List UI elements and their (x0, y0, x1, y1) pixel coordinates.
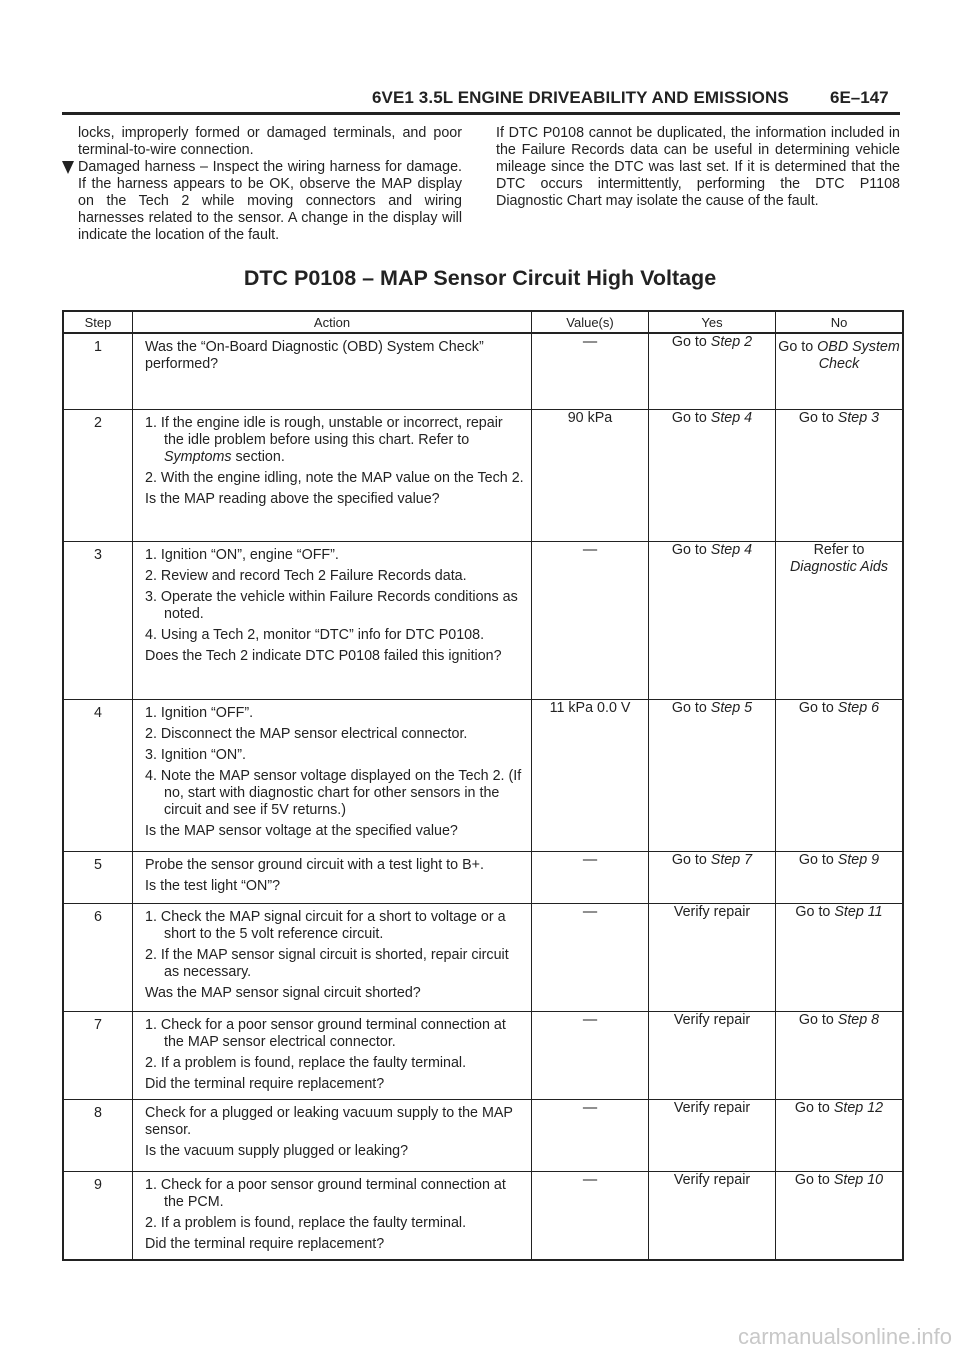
intro-left-column (78, 125, 462, 244)
intro-bullet-damaged-harness (78, 159, 462, 244)
action-question: Does the Tech 2 indicate DTC P0108 failed this ignition? (145, 647, 502, 664)
yes-cell (649, 903, 776, 1011)
page-header-title: 6VE1 3.5L ENGINE DRIVEABILITY AND EMISSIONS (372, 88, 789, 107)
action-item-number: 2. (145, 567, 157, 584)
page-number: 6E–147 (830, 88, 889, 107)
action-item-text: If the MAP sensor signal circuit is shorted, repair circuit as necessary. (160, 946, 509, 980)
step-number: 3 (63, 541, 133, 699)
yes-prefix: Go to (671, 409, 707, 426)
value-cell: — (532, 541, 649, 699)
action-item (145, 415, 525, 466)
no-cell (776, 903, 904, 1011)
action-item-text: Check for a poor sensor ground terminal connection at the MAP sensor electrical connector. (160, 1016, 506, 1050)
action-item-reference: Symptoms (164, 448, 232, 465)
no-cell (776, 541, 904, 699)
action-cell (133, 409, 532, 541)
value-cell: 90 kPa (532, 409, 649, 541)
action-item-text: Ignition “OFF”. (160, 704, 254, 721)
table-row (63, 903, 903, 1011)
action-item-number: 1. (145, 908, 157, 925)
action-item (145, 1215, 525, 1232)
action-question: Is the test light “ON”? (145, 877, 281, 894)
action-item (145, 726, 525, 743)
action-item-text: Review and record Tech 2 Failure Records data. (160, 567, 467, 584)
table-row (63, 333, 903, 409)
header-values: Value(s) (532, 311, 649, 333)
yes-step-reference: Step 2 (710, 334, 753, 350)
table-row (63, 1171, 903, 1260)
yes-cell (649, 1099, 776, 1171)
action-item-text: Note the MAP sensor voltage displayed on the Tech 2. (If no, start with diagnostic chart for other sensors in the circuit and see if 5V returns.) (160, 767, 522, 818)
action-item-number: 2. (145, 725, 157, 742)
action-item-number: 3. (145, 746, 157, 763)
no-cell (776, 1011, 904, 1099)
yes-step-reference: Step 4 (710, 541, 753, 558)
action-item-number: 4. (145, 767, 157, 784)
action-cell (133, 851, 532, 903)
header-no: No (776, 311, 904, 333)
no-prefix: Refer to (813, 541, 865, 558)
header-step: Step (63, 311, 133, 333)
action-cell (133, 699, 532, 851)
action-item-number: 3. (145, 588, 157, 605)
table-row (63, 1099, 903, 1171)
value-cell: — (532, 1011, 649, 1099)
intro-right-column (496, 125, 900, 210)
action-item-text: With the engine idling, note the MAP value on the Tech 2. (160, 469, 524, 486)
intro-right-paragraph: If DTC P0108 cannot be duplicated, the information included in the Failure Records data can be useful in determining vehicle mileage since the DTC was last set. If it is determined that the DTC occurs intermittently, performing the DTC P1108 Diagnostic Chart may isolate the cause of the fault. (496, 125, 900, 209)
table-row (63, 699, 903, 851)
yes-step-reference: Step 7 (710, 851, 753, 868)
no-cell (776, 851, 904, 903)
step-number: 1 (63, 333, 133, 409)
section-title: DTC P0108 – MAP Sensor Circuit High Voltage (243, 266, 717, 290)
yes-prefix: Go to (671, 851, 707, 868)
no-step-reference: Step 12 (833, 1099, 884, 1116)
action-item-text: If the engine idle is rough, unstable or incorrect, repair the idle problem before using this chart. Refer to (160, 414, 503, 448)
watermark: carmanualsonline.info (737, 1324, 952, 1349)
yes-cell (649, 699, 776, 851)
action-item (145, 627, 525, 644)
no-step-reference: Step 8 (837, 1011, 880, 1028)
table-header-row (63, 311, 903, 333)
yes-text: Verify repair (673, 903, 751, 920)
value-cell: — (532, 333, 649, 409)
value-cell: — (532, 903, 649, 1011)
yes-text: Verify repair (673, 1171, 751, 1188)
no-cell (776, 1171, 904, 1260)
value-cell: — (532, 851, 649, 903)
table-row (63, 851, 903, 903)
yes-prefix: Go to (671, 699, 707, 716)
header-rule (62, 112, 900, 115)
step-number: 6 (63, 903, 133, 1011)
action-question: Is the MAP reading above the specified value? (145, 490, 440, 507)
step-number: 5 (63, 851, 133, 903)
action-item-text: If a problem is found, replace the faulty terminal. (160, 1054, 467, 1071)
action-item-text: Check the MAP signal circuit for a short to voltage or a short to the 5 volt reference circuit. (160, 908, 506, 942)
action-item-number: 4. (145, 626, 157, 643)
yes-cell (649, 333, 776, 409)
action-item-number: 1. (145, 704, 157, 721)
action-item-text: Using a Tech 2, monitor “DTC” info for DTC P0108. (160, 626, 485, 643)
action-cell (133, 1011, 532, 1099)
value-cell: — (532, 1171, 649, 1260)
diagnostic-table (62, 310, 904, 1261)
table-row (63, 409, 903, 541)
triangle-bullet-icon (62, 161, 74, 174)
yes-text: Verify repair (673, 1099, 751, 1116)
value-cell: — (532, 1099, 649, 1171)
action-item-text: Operate the vehicle within Failure Records conditions as noted. (160, 588, 518, 622)
yes-cell (649, 1171, 776, 1260)
action-item-text: Disconnect the MAP sensor electrical connector. (160, 725, 468, 742)
header-yes: Yes (649, 311, 776, 333)
no-step-reference: Diagnostic Aids (789, 558, 888, 575)
table-row (63, 541, 903, 699)
action-item (145, 547, 525, 564)
action-question: Did the terminal require replacement? (145, 1075, 385, 1092)
no-prefix: Go to (778, 339, 814, 355)
no-step-reference: Step 10 (833, 1171, 884, 1188)
no-prefix: Go to (798, 409, 834, 426)
action-item (145, 768, 525, 819)
action-item (145, 947, 525, 981)
action-item-text: section. (235, 448, 285, 465)
action-item-number: 1. (145, 1176, 157, 1193)
header-action: Action (133, 311, 532, 333)
yes-step-reference: Step 4 (710, 409, 753, 426)
action-item-number: 1. (145, 1016, 157, 1033)
action-item-number: 2. (145, 1054, 157, 1071)
intro-left-paragraph-1: locks, improperly formed or damaged terminals, and poor terminal-to-wire connection. (78, 125, 462, 158)
no-cell (776, 1099, 904, 1171)
action-item-text: Check for a poor sensor ground terminal connection at the PCM. (160, 1176, 506, 1210)
intro-left-paragraph-2: Damaged harness – Inspect the wiring harness for damage. If the harness appears to be OK, observe the MAP display on the Tech 2 while moving connectors and wiring harnesses related to the sensor. A change in the display will indicate the location of the fault. (78, 159, 462, 243)
action-cell (133, 333, 532, 409)
action-item-text: Ignition “ON”, engine “OFF”. (160, 546, 339, 563)
no-prefix: Go to (795, 903, 831, 920)
action-item (145, 589, 525, 623)
action-question: Is the vacuum supply plugged or leaking? (145, 1142, 409, 1159)
yes-cell (649, 1011, 776, 1099)
action-item (145, 705, 525, 722)
action-text: Probe the sensor ground circuit with a test light to B+. (145, 856, 484, 873)
step-number: 8 (63, 1099, 133, 1171)
action-item-number: 2. (145, 1214, 157, 1231)
step-number: 9 (63, 1171, 133, 1260)
yes-cell (649, 851, 776, 903)
action-item (145, 1177, 525, 1211)
action-text: Was the “On-Board Diagnostic (OBD) System Check” performed? (145, 339, 484, 372)
table-body (63, 333, 903, 1260)
step-number: 7 (63, 1011, 133, 1099)
no-prefix: Go to (794, 1171, 830, 1188)
action-cell (133, 1099, 532, 1171)
step-number: 4 (63, 699, 133, 851)
no-step-reference: OBD System Check (817, 339, 900, 372)
action-item-number: 2. (145, 946, 157, 963)
no-prefix: Go to (794, 1099, 830, 1116)
no-prefix: Go to (798, 1011, 834, 1028)
table-row (63, 1011, 903, 1099)
yes-cell (649, 541, 776, 699)
no-cell (776, 409, 904, 541)
no-step-reference: Step 11 (834, 903, 883, 920)
action-item (145, 747, 525, 764)
action-item-text: If a problem is found, replace the faulty terminal. (160, 1214, 467, 1231)
yes-cell (649, 409, 776, 541)
yes-prefix: Go to (671, 541, 707, 558)
no-step-reference: Step 3 (837, 409, 880, 426)
yes-prefix: Go to (671, 334, 707, 350)
action-item (145, 568, 525, 585)
action-cell (133, 1171, 532, 1260)
action-item-number: 1. (145, 414, 157, 431)
no-prefix: Go to (798, 699, 834, 716)
action-cell (133, 903, 532, 1011)
action-question: Was the MAP sensor signal circuit shorted? (145, 984, 421, 1001)
value-cell: 11 kPa 0.0 V (532, 699, 649, 851)
action-question: Is the MAP sensor voltage at the specified value? (145, 822, 458, 839)
page-header (0, 88, 960, 112)
no-step-reference: Step 9 (837, 851, 880, 868)
action-question: Did the terminal require replacement? (145, 1235, 385, 1252)
no-cell (776, 699, 904, 851)
action-item (145, 1017, 525, 1051)
yes-text: Verify repair (673, 1011, 751, 1028)
action-text: Check for a plugged or leaking vacuum supply to the MAP sensor. (145, 1104, 513, 1138)
action-item-number: 2. (145, 469, 157, 486)
action-item (145, 1055, 525, 1072)
yes-step-reference: Step 5 (710, 699, 753, 716)
action-item-text: Ignition “ON”. (160, 746, 246, 763)
action-item-number: 1. (145, 546, 157, 563)
step-number: 2 (63, 409, 133, 541)
action-cell (133, 541, 532, 699)
action-item (145, 470, 525, 487)
no-prefix: Go to (798, 851, 834, 868)
no-step-reference: Step 6 (837, 699, 880, 716)
no-cell (776, 333, 904, 409)
action-item (145, 909, 525, 943)
